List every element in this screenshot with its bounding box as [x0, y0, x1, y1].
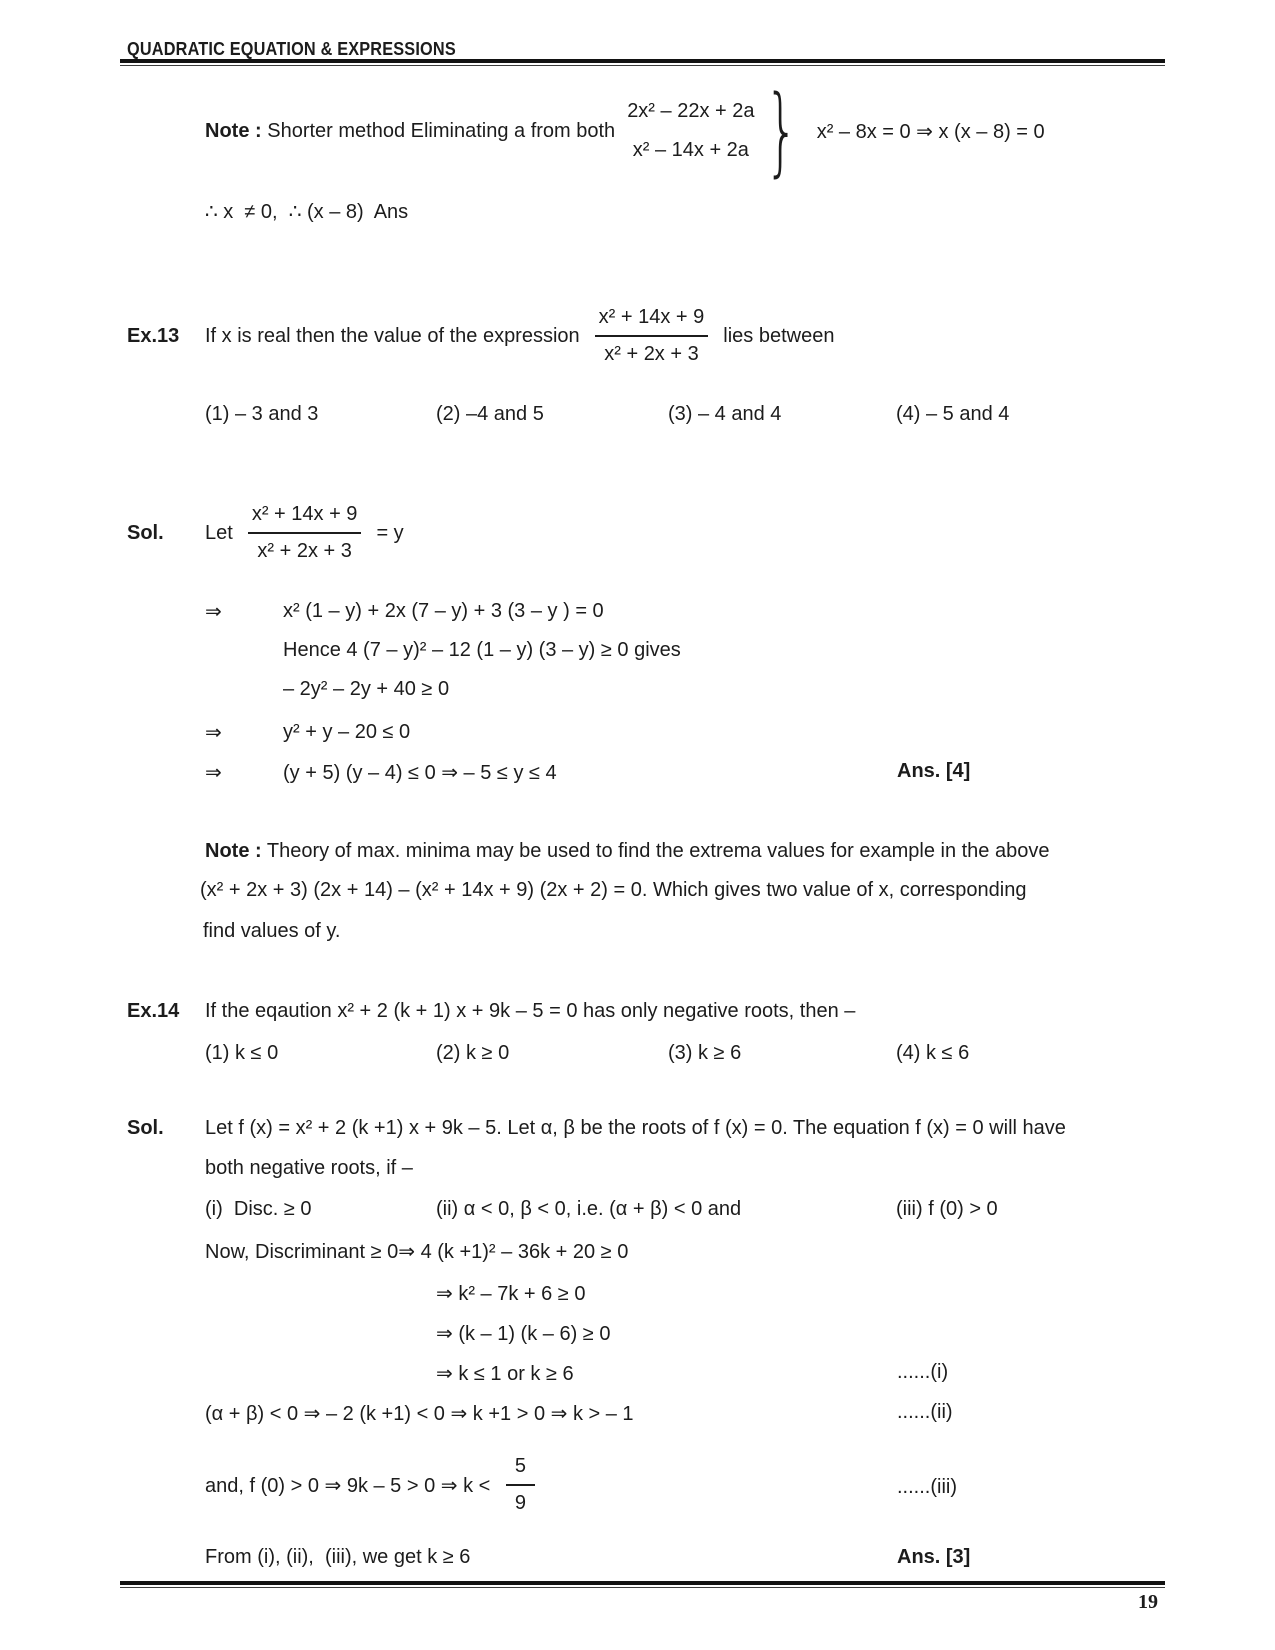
sol13-let-word: Let [205, 521, 233, 544]
sol13-note-text-1: Theory of max. minima may be used to find the extrema values for example in the above [261, 840, 1050, 862]
sol13-note-line-3: find values of y. [203, 920, 341, 942]
sol13-step-3-text: – 2y² – 2y + 40 ≥ 0 [283, 678, 450, 700]
sol14-discriminant-line: Now, Discriminant ≥ 0⇒ 4 (k +1)² – 36k + 20 ≥ 0 [205, 1241, 629, 1263]
sol13-step-4-text: y² + y – 20 ≤ 0 [283, 721, 411, 743]
sol13-answer: Ans. [4] [897, 760, 971, 782]
sol13-step-1-text: x² (1 – y) + 2x (7 – y) + 3 (3 – y ) = 0 [283, 600, 604, 622]
ex13-question [127, 301, 834, 371]
ex13-option-4: (4) – 5 and 4 [896, 403, 1010, 425]
ex13-question-before: If x is real then the value of the expression [205, 324, 580, 347]
sol13-step-5-text: (y + 5) (y – 4) ≤ 0 ⇒ – 5 ≤ y ≤ 4 [283, 762, 557, 784]
implies-arrow: ⇒ [205, 762, 222, 784]
ex14-option-2: (2) k ≥ 0 [436, 1042, 510, 1064]
ex14-option-3: (3) k ≥ 6 [668, 1042, 742, 1064]
implies-arrow: ⇒ [205, 722, 222, 744]
page-number: 19 [1138, 1591, 1158, 1613]
note-label: Note : [205, 840, 262, 862]
fraction-numerator: 5 [514, 1455, 527, 1477]
fraction-denominator: 9 [506, 1484, 535, 1515]
system-equation-top: 2x² – 22x + 2a [627, 100, 755, 122]
note-text: Shorter method Eliminating a from both [261, 119, 616, 142]
sol13-step-5 [205, 760, 557, 785]
sol14-f0-line [205, 1447, 545, 1523]
ex13-option-3: (3) – 4 and 4 [668, 403, 782, 425]
sol13-step-4 [205, 720, 410, 745]
equation-system [627, 100, 754, 162]
sol14-final-line: From (i), (ii), (iii), we get k ≥ 6 [205, 1546, 471, 1568]
header-rule [120, 59, 1165, 66]
note-equation-after: x² – 8x = 0 ⇒ x (x – 8) = 0 [805, 120, 1045, 143]
sol14-f0-text: and, f (0) > 0 ⇒ 9k – 5 > 0 ⇒ k < [205, 1474, 496, 1497]
sol13-fraction-denominator: x² + 2x + 3 [248, 532, 361, 563]
sol14-condition-i: (i) Disc. ≥ 0 [205, 1198, 312, 1220]
sol13-fraction [243, 503, 367, 563]
sol14-tag-ii: ......(ii) [897, 1401, 953, 1423]
sol14-step-3: ⇒ k ≤ 1 or k ≥ 6 [436, 1363, 574, 1385]
ex13-fraction-denominator: x² + 2x + 3 [595, 335, 708, 366]
sol14-step-1: ⇒ k² – 7k + 6 ≥ 0 [436, 1283, 586, 1305]
sol13-label: Sol. [127, 521, 164, 544]
right-brace-glyph: } [764, 74, 798, 187]
sol13-step-3 [205, 678, 449, 701]
ex13-option-1: (1) – 3 and 3 [205, 403, 319, 425]
sol14-answer: Ans. [3] [897, 1546, 971, 1568]
sol14-tag-i: ......(i) [897, 1361, 949, 1383]
sol13-note-line-2: (x² + 2x + 3) (2x + 14) – (x² + 14x + 9) (2x + 2) = 0. Which gives two value of x, corresponding [200, 879, 1027, 901]
ex14-question-text: If the eqaution x² + 2 (k + 1) x + 9k – 5 = 0 has only negative roots, then – [205, 1000, 856, 1022]
note-label: Note : [205, 119, 262, 142]
sol13-step-1 [205, 599, 604, 624]
sol13-equals-y: = y [376, 521, 404, 544]
ex14-label: Ex.14 [127, 1000, 180, 1022]
sol14-condition-ii: (ii) α < 0, β < 0, i.e. (α + β) < 0 and [436, 1198, 742, 1220]
ex14-option-1: (1) k ≤ 0 [205, 1042, 279, 1064]
sol14-alpha-line: (α + β) < 0 ⇒ – 2 (k +1) < 0 ⇒ k +1 > 0 ⇒ k > – 1 [205, 1403, 634, 1425]
sol14-tag-iii: ......(iii) [897, 1476, 957, 1498]
system-equation-bottom: x² – 14x + 2a [632, 139, 749, 161]
sol13-let-line [127, 499, 404, 567]
footer-rule [120, 1581, 1165, 1588]
sol14-line-2: both negative roots, if – [205, 1157, 413, 1179]
sol13-note-line-1 [205, 840, 1049, 863]
sol13-step-2 [205, 639, 681, 662]
sol13-step-2-text: Hence 4 (7 – y)² – 12 (1 – y) (3 – y) ≥ 0 gives [283, 639, 681, 661]
implies-arrow: ⇒ [205, 601, 222, 623]
page-title: QUADRATIC EQUATION & EXPRESSIONS [127, 38, 456, 59]
sol13-fraction-numerator: x² + 14x + 9 [251, 503, 358, 525]
sol14-line-1 [127, 1117, 1066, 1140]
note-conclusion: ∴ x ≠ 0, ∴ (x – 8) Ans [205, 201, 409, 223]
ex13-fraction [590, 306, 714, 366]
sol14-line-1-text: Let f (x) = x² + 2 (k +1) x + 9k – 5. Let α, β be the roots of f (x) = 0. The equation f (x) = 0 will have [205, 1117, 1066, 1139]
ex13-question-after: lies between [723, 324, 835, 347]
sol14-label: Sol. [127, 1117, 164, 1139]
ex13-option-2: (2) –4 and 5 [436, 403, 544, 425]
ex13-fraction-numerator: x² + 14x + 9 [598, 306, 705, 328]
sol14-condition-iii: (iii) f (0) > 0 [896, 1198, 998, 1220]
ex14-option-4: (4) k ≤ 6 [896, 1042, 970, 1064]
ex14-question [127, 1000, 855, 1023]
note-shorter-method [205, 74, 1045, 187]
ex13-label: Ex.13 [127, 324, 180, 347]
five-ninths-fraction [506, 1455, 535, 1515]
sol14-step-2: ⇒ (k – 1) (k – 6) ≥ 0 [436, 1323, 611, 1345]
